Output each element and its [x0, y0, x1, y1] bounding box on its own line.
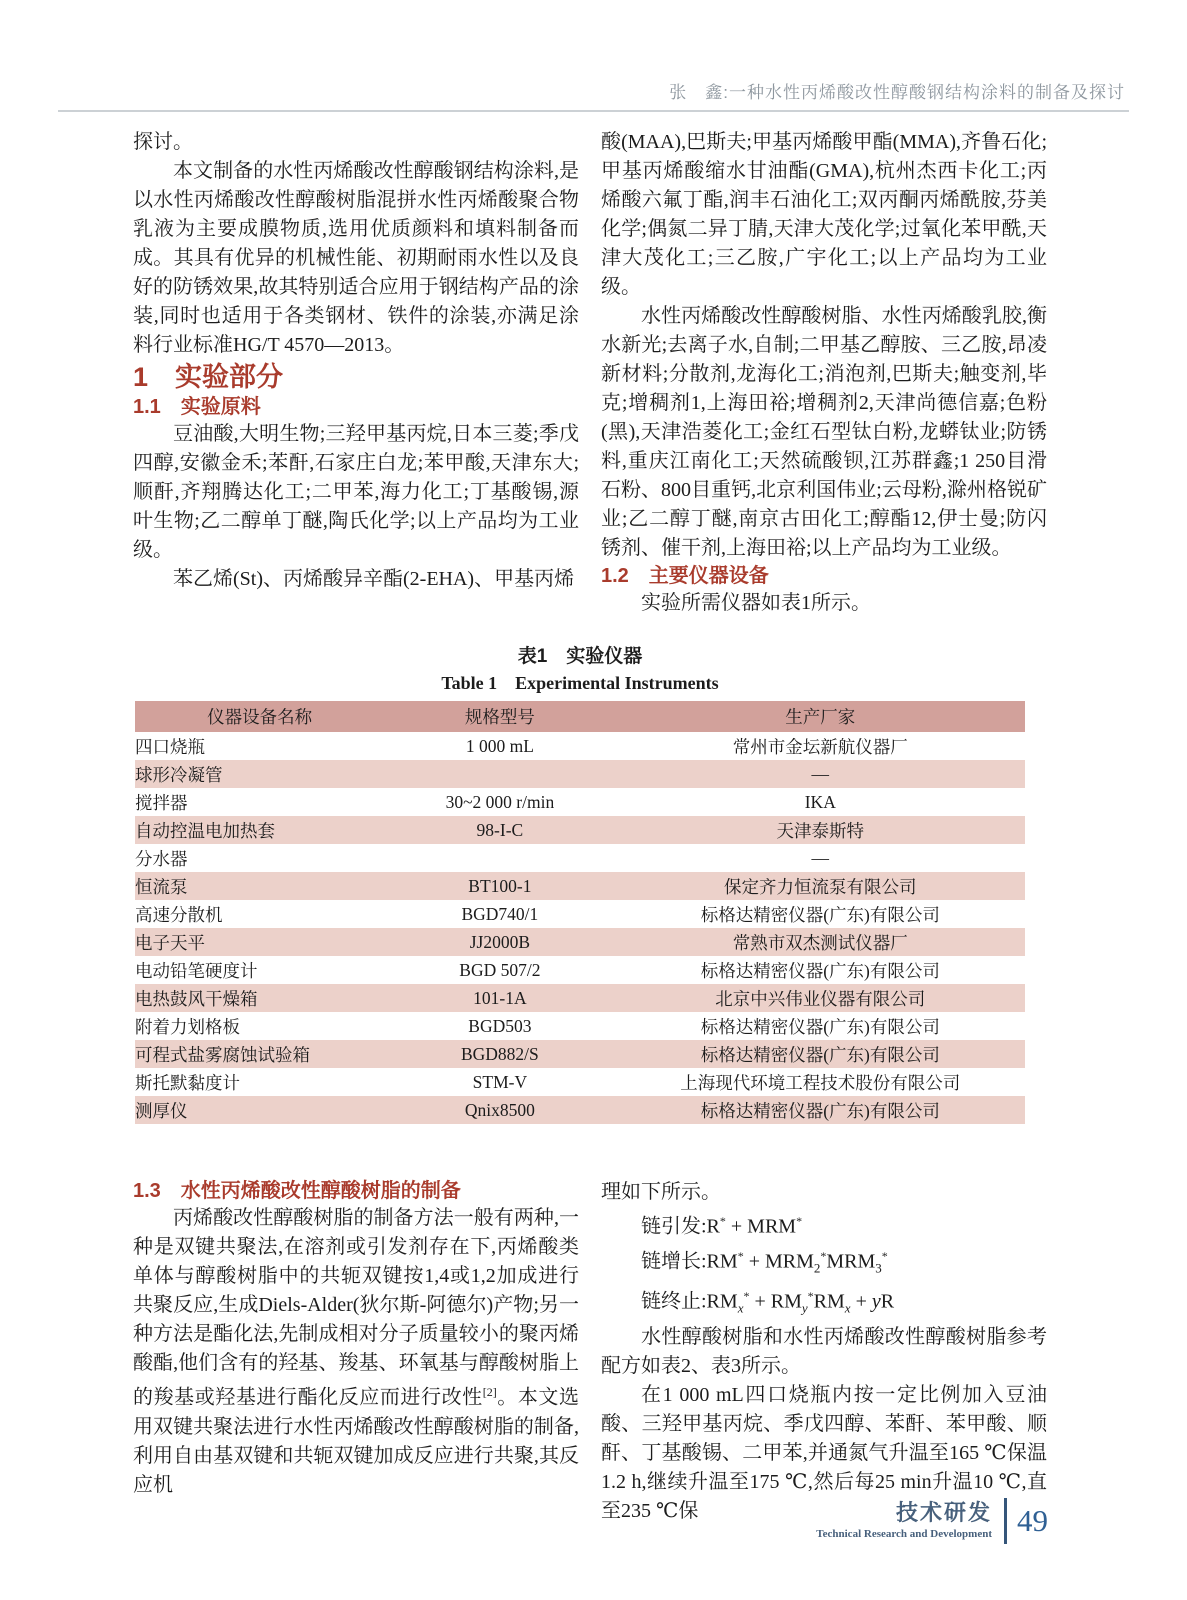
- formula-text: + MRM: [725, 1215, 797, 1238]
- paragraph-instruments-ref: 实验所需仪器如表1所示。: [641, 592, 871, 614]
- cell-manufacturer: 标格达精密仪器(广东)有限公司: [700, 1016, 940, 1037]
- paragraph-continued: 探讨。: [133, 131, 193, 153]
- formula-radical-star: *: [881, 1248, 888, 1263]
- formula-radical-star: *: [743, 1289, 750, 1304]
- cell-instrument: 分水器: [135, 848, 188, 869]
- cell-instrument: 高速分散机: [135, 904, 223, 925]
- cell-manufacturer: —: [811, 847, 830, 868]
- table-row: [135, 984, 1025, 1012]
- cell-instrument: 可程式盐雾腐蚀试验箱: [135, 1044, 310, 1065]
- cell-manufacturer: 标格达精密仪器(广东)有限公司: [700, 960, 940, 981]
- formula-subscript: x: [844, 1300, 851, 1316]
- cell-model: [384, 844, 615, 872]
- cell-instrument: 电热鼓风干燥箱: [135, 988, 258, 1009]
- table-row: [135, 788, 1025, 816]
- table1-caption-en: Table 1 Experimental Instruments: [441, 673, 719, 693]
- cell-instrument: 四口烧瓶: [135, 736, 205, 757]
- section-heading-1: 1 实验部分: [133, 362, 284, 392]
- table-row: [135, 1012, 1025, 1040]
- page-footer: [816, 1498, 1048, 1544]
- cell-model: BT100-1: [468, 875, 532, 896]
- column-header-manufacturer: 生产厂家: [616, 701, 1025, 732]
- table-row: [135, 1040, 1025, 1068]
- cell-manufacturer: 标格达精密仪器(广东)有限公司: [700, 1100, 940, 1121]
- formula-subscript: x: [737, 1300, 744, 1316]
- cell-model: 30~2 000 r/min: [445, 791, 555, 812]
- paragraph-mechanism-intro: 理如下所示。: [601, 1181, 721, 1203]
- paragraph-procedure: 在1 000 mL四口烧瓶内按一定比例加入豆油酸、三羟甲基丙烷、季戊四醇、苯酐、苯甲酸、顺酐、丁基酸锡、二甲苯,并通氮气升温至165 ℃保温1.2 h,继续升温至175 ℃,然后每25 min升温10 ℃,直至235 ℃保: [601, 1383, 1047, 1522]
- table-row: [135, 1096, 1025, 1124]
- cell-instrument: 自动控温电加热套: [135, 820, 275, 841]
- section-heading-1-3: 1.3 水性丙烯酸改性醇酸树脂的制备: [133, 1180, 461, 1202]
- formula-subscript: y: [801, 1300, 808, 1316]
- table-row: [135, 928, 1025, 956]
- table1-block: [135, 645, 1025, 1124]
- formula-text: RM: [813, 1290, 845, 1313]
- cell-manufacturer: —: [811, 763, 830, 784]
- cell-model: STM-V: [472, 1071, 528, 1092]
- paragraph-recipe-ref: 水性醇酸树脂和水性丙烯酸改性醇酸树脂参考配方如表2、表3所示。: [601, 1325, 1047, 1377]
- left-column-top: [133, 128, 579, 594]
- table-row: [135, 760, 1025, 788]
- paragraph-preparation: [133, 1204, 579, 1500]
- section-heading-1-2: 1.2 主要仪器设备: [601, 565, 769, 587]
- paragraph-materials-2: 苯乙烯(St)、丙烯酸异辛酯(2-EHA)、甲基丙烯: [173, 568, 575, 590]
- cell-manufacturer: 北京中兴伟业仪器有限公司: [715, 988, 926, 1009]
- cell-model: [384, 760, 615, 788]
- table-row: [135, 956, 1025, 984]
- cell-manufacturer: IKA: [804, 791, 836, 812]
- cell-manufacturer: 常州市金坛新航仪器厂: [732, 736, 908, 757]
- preparation-text-a: 丙烯酸改性醇酸树脂的制备方法一般有两种,一种是双键共聚法,在溶剂或引发剂存在下,丙烯酸类单体与醇酸树脂中的共轭双键按1,4或1,2加成进行共聚反应,生成Diels-Alder(狄尔斯-阿德尔)产物;另一种方法是酯化法,先制成相对分子质量较小的聚丙烯酸酯,他们含有的羟基、羧基、环氧基与醇酸树脂上的羧基或羟基进行酯化反应而进行改性: [133, 1207, 579, 1409]
- cell-instrument: 球形冷凝管: [135, 764, 223, 785]
- cell-instrument: 附着力划格板: [135, 1016, 240, 1037]
- cell-model: JJ2000B: [469, 931, 531, 952]
- instruments-table: [135, 701, 1025, 1124]
- formula-radical-star: *: [719, 1214, 726, 1228]
- column-header-instrument: 仪器设备名称: [135, 701, 384, 732]
- formula-chain-initiation: [601, 1207, 1047, 1242]
- section-heading-1-1: 1.1 实验原料: [133, 396, 261, 418]
- cell-instrument: 电子天平: [135, 932, 205, 953]
- table-header-row: [135, 701, 1025, 732]
- column-header-model: 规格型号: [384, 701, 615, 732]
- paragraph-materials-3: 水性丙烯酸改性醇酸树脂、水性丙烯酸乳胶,衡水新光;去离子水,自制;二甲基乙醇胺、三乙胺,昂凌新材料;分散剂,龙海化工;消泡剂,巴斯夫;触变剂,毕克;增稠剂1,上海田裕;增稠剂2,天津尚德信嘉;色粉(黑),天津浩菱化工;金红石型钛白粉,龙蟒钛业;防锈料,重庆江南化工;天然硫酸钡,江苏群鑫;1 250目滑石粉、800目重钙,北京利国伟业;云母粉,滁州格锐矿业;乙二醇丁醚,南京古田化工;醇酯12,伊士曼;防闪锈剂、催干剂,上海田裕;以上产品均为工业级。: [601, 305, 1047, 559]
- cell-model: 101-1A: [473, 987, 527, 1008]
- cell-instrument: 测厚仪: [135, 1100, 188, 1121]
- cell-manufacturer: 上海现代环境工程技术股份有限公司: [680, 1072, 961, 1093]
- formula-text: 链终止:RM: [641, 1290, 738, 1313]
- formula-subscript: 3: [875, 1260, 882, 1276]
- formula-radical-star: *: [796, 1214, 803, 1228]
- right-column-bottom: [601, 1178, 1047, 1526]
- table-row: [135, 816, 1025, 844]
- paragraph-intro: 本文制备的水性丙烯酸改性醇酸钢结构涂料,是以水性丙烯酸改性醇酸树脂混拼水性丙烯酸聚合物乳液为主要成膜物质,选用优质颜料和填料制备而成。其具有优异的机械性能、初期耐雨水性以及良好的防锈效果,故其特别适合应用于钢结构产品的涂装,同时也适用于各类钢材、铁件的涂装,亦满足涂料行业标准HG/T 4570—2013。: [133, 160, 579, 356]
- formula-text: +: [850, 1290, 872, 1313]
- cell-manufacturer: 天津泰斯特: [776, 820, 865, 841]
- header-rule: [58, 110, 1129, 112]
- left-column-bottom: [133, 1178, 579, 1500]
- formula-radical-star: *: [807, 1289, 814, 1304]
- footer-divider: [1004, 1498, 1007, 1544]
- cell-model: BGD740/1: [461, 903, 539, 924]
- cell-model: BGD503: [468, 1015, 532, 1036]
- table-row: [135, 1068, 1025, 1096]
- formula-text: R: [880, 1290, 895, 1313]
- cell-model: 98-I-C: [476, 819, 524, 840]
- page-number: 49: [1017, 1503, 1048, 1538]
- cell-model: BGD 507/2: [459, 959, 541, 980]
- cell-instrument: 电动铅笔硬度计: [135, 960, 258, 981]
- running-head: 张 鑫:一种水性丙烯酸改性醇酸钢结构涂料的制备及探讨: [669, 83, 1125, 102]
- formula-radical-star: *: [737, 1248, 744, 1263]
- formula-text: 链引发:R: [641, 1215, 720, 1238]
- table-row: [135, 872, 1025, 900]
- cell-model: Qnix8500: [464, 1099, 535, 1120]
- formula-variable-y: y: [871, 1290, 881, 1313]
- cell-manufacturer: 标格达精密仪器(广东)有限公司: [700, 904, 940, 925]
- formula-chain-propagation: [601, 1242, 1047, 1283]
- preparation-text-b: 。本文选用双键共聚法进行水性丙烯酸改性醇酸树脂的制备,利用自由基双键和共轭双键加成反应进行共聚,其反应机: [133, 1386, 580, 1496]
- cell-instrument: 恒流泵: [135, 876, 188, 897]
- cell-manufacturer: 常熟市双杰测试仪器厂: [732, 932, 908, 953]
- table-row: [135, 844, 1025, 872]
- paragraph-materials-1: 豆油酸,大明生物;三羟甲基丙烷,日本三菱;季戊四醇,安徽金禾;苯酐,石家庄白龙;苯甲酸,天津东大;顺酐,齐翔腾达化工;二甲苯,海力化工;丁基酸锡,源叶生物;乙二醇单丁醚,陶氏化学;以上产品均为工业级。: [133, 423, 579, 561]
- formula-text: + MRM: [743, 1250, 814, 1273]
- right-column-top: [601, 128, 1047, 618]
- footer-section-en: Technical Research and Development: [816, 1528, 992, 1540]
- cell-model: BGD882/S: [460, 1043, 539, 1064]
- footer-section-zh: 技术研发: [895, 1500, 992, 1525]
- cell-manufacturer: 保定齐力恒流泵有限公司: [724, 876, 917, 897]
- citation-2: [2]: [482, 1385, 497, 1399]
- table-row: [135, 900, 1025, 928]
- formula-radical-star: *: [820, 1248, 827, 1263]
- cell-manufacturer: 标格达精密仪器(广东)有限公司: [700, 1044, 940, 1065]
- formula-text: 链增长:RM: [641, 1250, 738, 1273]
- paragraph-materials-2-cont: 酸(MAA),巴斯夫;甲基丙烯酸甲酯(MMA),齐鲁石化;甲基丙烯酸缩水甘油酯(GMA),杭州杰西卡化工;丙烯酸六氟丁酯,润丰石油化工;双丙酮丙烯酰胺,芬美化学;偶氮二异丁腈,天津大茂化学;过氧化苯甲酰,天津大茂化工;三乙胺,广宇化工;以上产品均为工业级。: [601, 131, 1047, 298]
- formula-subscript: 2: [813, 1260, 821, 1276]
- cell-model: 1 000 mL: [465, 735, 534, 756]
- footer-section: [816, 1501, 992, 1541]
- formula-chain-termination: [601, 1282, 1047, 1323]
- table-row: [135, 732, 1025, 760]
- formula-text: + RM: [749, 1290, 802, 1313]
- cell-instrument: 搅拌器: [135, 792, 188, 813]
- formula-text: MRM: [826, 1250, 876, 1273]
- table1-caption-zh: 表1 实验仪器: [517, 646, 643, 667]
- cell-instrument: 斯托默黏度计: [135, 1072, 240, 1093]
